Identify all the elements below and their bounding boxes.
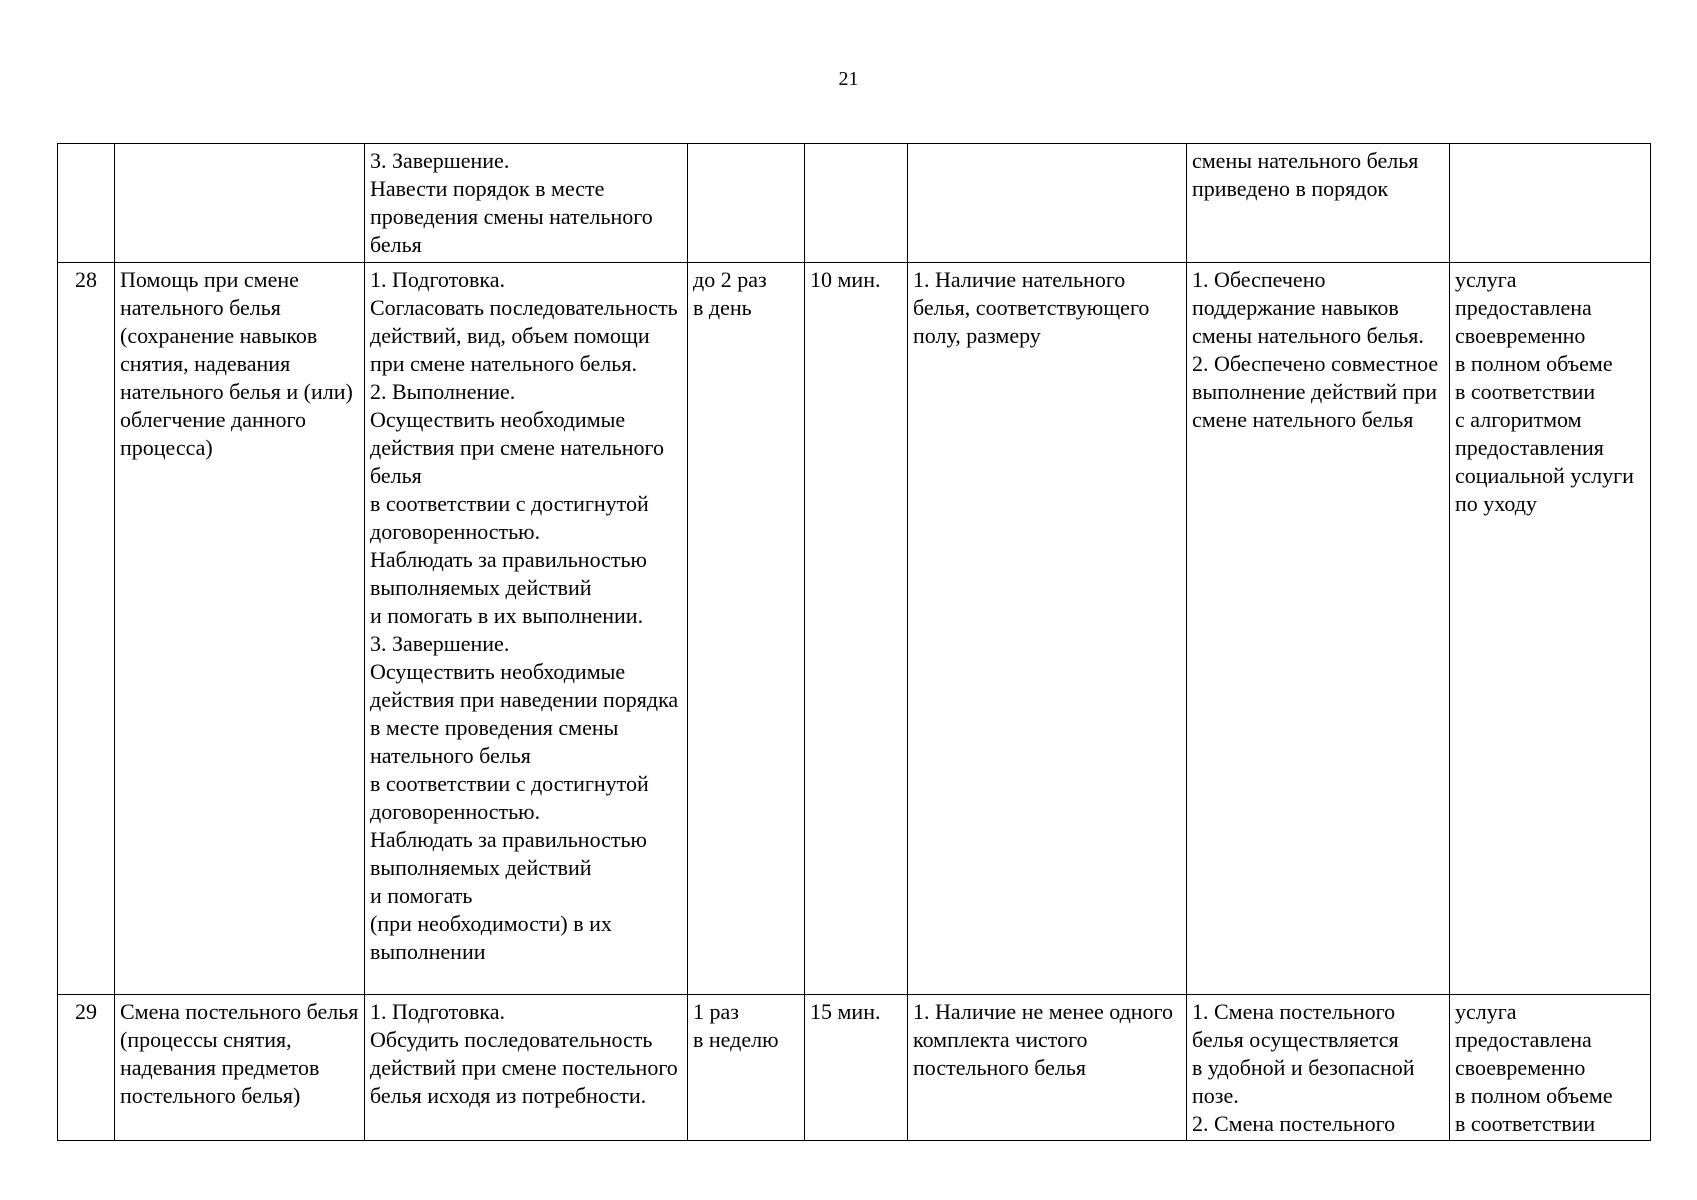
page-number: 21 <box>838 68 859 90</box>
result-cell: 1. Смена постельного белья осуществляется в удобной и безопасной позе. 2. Смена постельного <box>1187 995 1450 1141</box>
frequency-cell: 1 раз в неделю <box>688 995 805 1141</box>
result-cell: 1. Обеспечено поддержание навыков смены нательного белья. 2. Обеспечено совместное выполнение действий при смене нательного белья <box>1187 263 1450 995</box>
conditions-cell: 1. Наличие нательного белья, соответствующего полу, размеру <box>908 263 1187 995</box>
row-number-cell: 29 <box>58 995 115 1141</box>
frequency-cell: до 2 раз в день <box>688 263 805 995</box>
service-steps-cell: 1. Подготовка. Обсудить последовательность действий при смене постельного белья исходя из потребности. <box>365 995 688 1141</box>
result-cell: смены нательного белья приведено в порядок <box>1187 144 1450 263</box>
quality-cell <box>1450 144 1651 263</box>
conditions-cell <box>908 144 1187 263</box>
quality-cell: услуга предоставлена своевременно в полном объеме в соответствии с алгоритмом предоставления социальной услуги по уходу <box>1450 263 1651 995</box>
conditions-cell: 1. Наличие не менее одного комплекта чистого постельного белья <box>908 995 1187 1141</box>
service-name-cell: Смена постельного белья (процессы снятия, надевания предметов постельного белья) <box>115 995 365 1141</box>
service-steps-cell: 3. Завершение. Навести порядок в месте проведения смены нательного белья <box>365 144 688 263</box>
duration-cell <box>805 144 908 263</box>
table-row <box>58 263 1651 995</box>
row-number-cell <box>58 144 115 263</box>
table-row <box>58 144 1651 263</box>
service-name-cell: Помощь при смене нательного белья (сохранение навыков снятия, надевания нательного белья и (или) облегчение данного процесса) <box>115 263 365 995</box>
service-steps-cell: 1. Подготовка. Согласовать последовательность действий, вид, объем помощи при смене нательного белья. 2. Выполнение. Осуществить необходимые действия при смене нательного белья в соответствии с достигнутой договоренностью. Наблюдать за правильностью выполняемых действий и помогать в их выполнении. 3. Завершение. Осуществить необходимые действия при наведении порядка в месте проведения смены нательного белья в соответствии с достигнутой договоренностью. Наблюдать за правильностью выполняемых действий и помогать (при необходимости) в их выполнении <box>365 263 688 995</box>
row-number-cell: 28 <box>58 263 115 995</box>
quality-cell: услуга предоставлена своевременно в полном объеме в соответствии <box>1450 995 1651 1141</box>
services-table <box>57 143 1651 1141</box>
duration-cell: 15 мин. <box>805 995 908 1141</box>
frequency-cell <box>688 144 805 263</box>
service-name-cell <box>115 144 365 263</box>
duration-cell: 10 мин. <box>805 263 908 995</box>
table-row <box>58 995 1651 1141</box>
